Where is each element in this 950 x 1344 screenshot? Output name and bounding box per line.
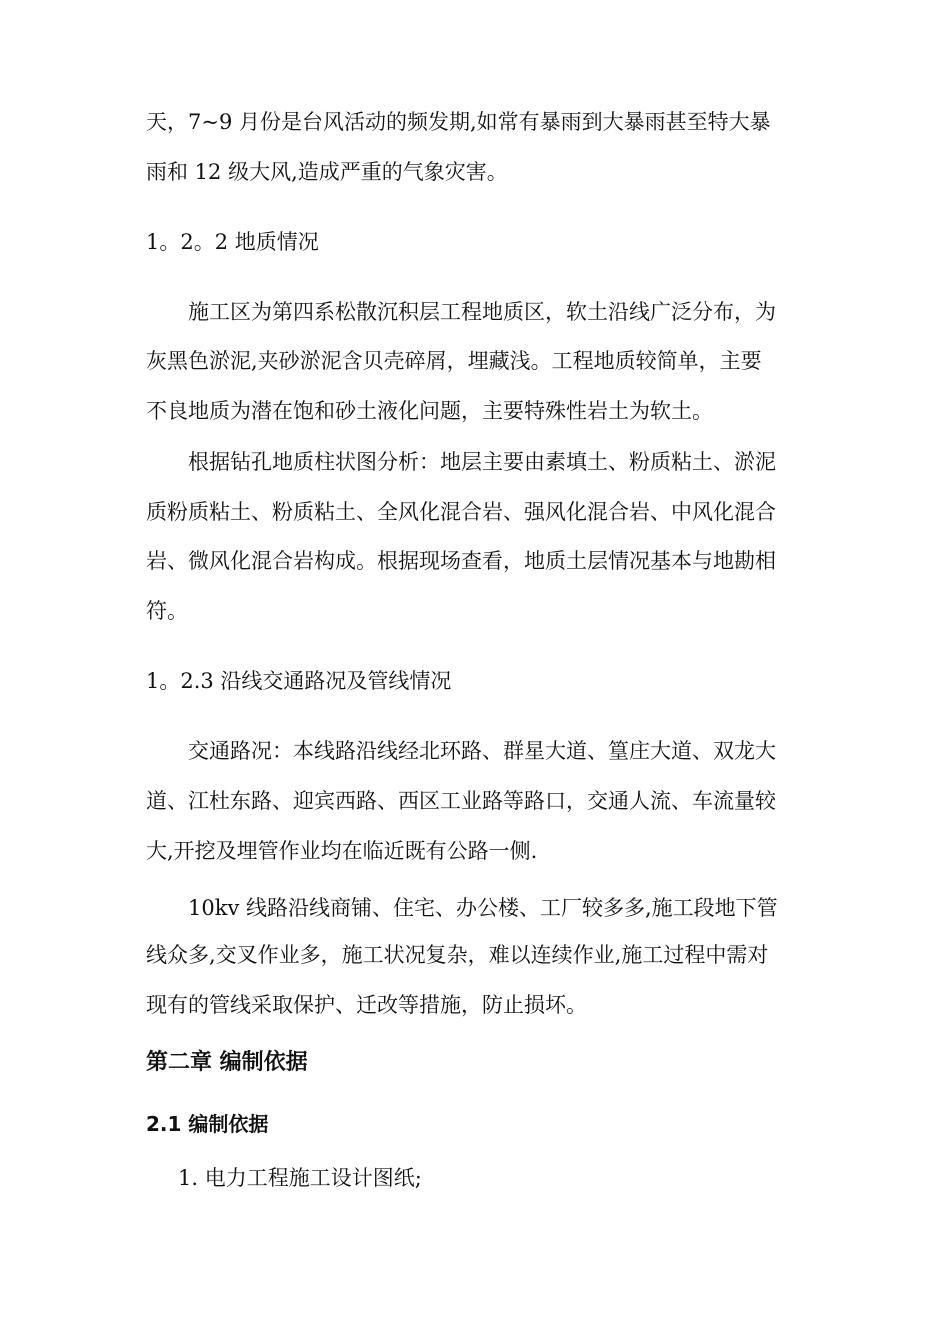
text-line: 现有的管线采取保护、迁改等措施，防止损坏。 <box>146 993 587 1017</box>
text-line: 道、江杜东路、迎宾西路、西区工业路等路口，交通人流、车流量较 <box>146 789 776 813</box>
text-line: 质粉质粘土、粉质粘土、全风化混合岩、强风化混合岩、中风化混合 <box>146 500 776 524</box>
text-line: 岩、微风化混合岩构成。根据现场查看，地质土层情况基本与地勘相 <box>146 549 776 573</box>
chapter-title: 第二章 编制依据 <box>146 1050 308 1075</box>
text-line: 天，7~9 月份是台风活动的频发期,如常有暴雨到大暴雨甚至特大暴 <box>146 110 771 134</box>
text-line: 交通路况：本线路沿线经北环路、群星大道、篁庄大道、双龙大 <box>188 739 776 763</box>
text-line: 灰黑色淤泥,夹砂淤泥含贝壳碎屑，埋藏浅。工程地质较简单，主要 <box>146 349 762 373</box>
text-line: 大,开挖及埋管作业均在临近既有公路一侧. <box>146 839 538 863</box>
text-line: 雨和 12 级大风,造成严重的气象灾害。 <box>146 160 508 184</box>
text-line: 不良地质为潜在饱和砂土液化问题，主要特殊性岩土为软土。 <box>146 399 713 423</box>
text-line: 10kv 线路沿线商铺、住宅、办公楼、工厂较多多,施工段地下管 <box>188 896 778 920</box>
text-line: 施工区为第四系松散沉积层工程地质区，软土沿线广泛分布，为 <box>188 300 776 324</box>
section-heading: 1。2.3 沿线交通路况及管线情况 <box>146 669 452 693</box>
section-heading: 1。2。2 地质情况 <box>146 230 319 254</box>
text-line: 线众多,交叉作业多，施工状况复杂，难以连续作业,施工过程中需对 <box>146 943 769 967</box>
section-title: 2.1 编制依据 <box>146 1112 269 1136</box>
text-line: 根据钻孔地质柱状图分析：地层主要由素填土、粉质粘土、淤泥 <box>188 450 776 474</box>
text-line: 符。 <box>146 599 188 623</box>
list-item: 1. 电力工程施工设计图纸; <box>178 1166 422 1190</box>
